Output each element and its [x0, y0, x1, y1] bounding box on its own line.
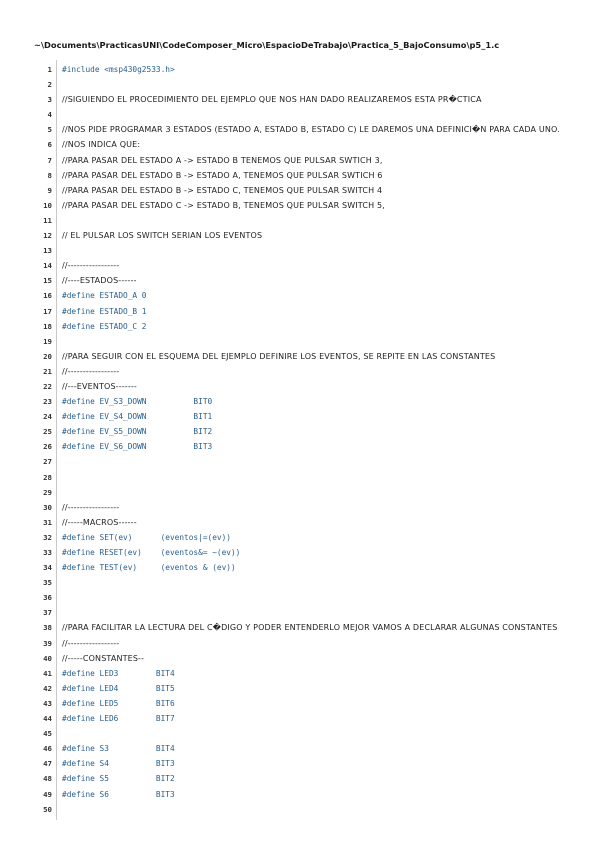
line-number: 23	[43, 397, 52, 407]
code-line	[34, 470, 574, 485]
line-text: #define ESTADO_A 0	[62, 291, 147, 301]
code-line	[34, 439, 574, 454]
code-line	[34, 273, 574, 288]
line-number: 39	[43, 638, 52, 648]
line-text: #define LED6 BIT7	[62, 714, 175, 724]
line-number: 30	[43, 502, 52, 512]
line-number: 14	[43, 261, 52, 271]
line-number: 45	[43, 729, 52, 739]
code-line	[34, 153, 574, 168]
code-line	[34, 349, 574, 364]
line-number: 2	[47, 80, 52, 90]
line-number: 5	[47, 125, 52, 135]
line-number: 6	[47, 140, 52, 150]
code-line	[34, 756, 574, 771]
code-line	[34, 394, 574, 409]
code-line	[34, 77, 574, 92]
line-number: 50	[43, 804, 52, 814]
code-line	[34, 364, 574, 379]
code-line	[34, 605, 574, 620]
code-line	[34, 424, 574, 439]
code-line	[34, 787, 574, 802]
line-number: 44	[43, 714, 52, 724]
line-number: 15	[43, 276, 52, 286]
line-text: //-----CONSTANTES--	[62, 653, 145, 663]
line-number: 10	[43, 200, 52, 210]
code-line	[34, 107, 574, 122]
code-line	[34, 545, 574, 560]
code-line	[34, 560, 574, 575]
line-text: //-----------------	[62, 502, 120, 512]
line-text: #define LED4 BIT5	[62, 683, 175, 693]
line-text: //-----------------	[62, 366, 120, 376]
line-text: #define LED5 BIT6	[62, 698, 175, 708]
code-listing	[34, 62, 574, 817]
line-text: //-----------------	[62, 638, 120, 648]
line-number: 8	[47, 170, 52, 180]
line-text: #define ESTADO_B 1	[62, 306, 147, 316]
code-line	[34, 122, 574, 137]
code-line	[34, 258, 574, 273]
line-number: 36	[43, 593, 52, 603]
line-number: 4	[47, 110, 52, 120]
code-line	[34, 198, 574, 213]
line-text: #define ESTADO_C 2	[62, 321, 147, 331]
line-number: 31	[43, 517, 52, 527]
code-line	[34, 243, 574, 258]
line-text: #include <msp430g2533.h>	[62, 65, 175, 74]
code-line	[34, 319, 574, 334]
line-text: //----ESTADOS------	[62, 276, 137, 286]
line-text: #define S6 BIT3	[62, 789, 175, 799]
line-number: 7	[47, 155, 52, 165]
line-text: #define S3 BIT4	[62, 744, 175, 754]
code-line	[34, 183, 574, 198]
code-line	[34, 620, 574, 635]
code-line	[34, 168, 574, 183]
code-line	[34, 666, 574, 681]
line-text: //-----------------	[62, 261, 120, 271]
line-number: 46	[43, 744, 52, 754]
line-text: //PARA PASAR DEL ESTADO C -> ESTADO B, TENEMOS QUE PULSAR SWITCH 5,	[62, 200, 385, 210]
line-number: 12	[43, 231, 52, 241]
line-number: 42	[43, 683, 52, 693]
line-text: //---EVENTOS-------	[62, 381, 137, 391]
code-line	[34, 771, 574, 786]
line-text: #define LED3 BIT4	[62, 668, 175, 678]
line-number: 3	[47, 95, 52, 105]
code-line	[34, 92, 574, 107]
code-line	[34, 304, 574, 319]
line-text: #define SET(ev) (eventos|=(ev))	[62, 532, 231, 542]
line-text: #define RESET(ev) (eventos&= ~(ev))	[62, 548, 241, 557]
line-number: 18	[43, 321, 52, 331]
line-number: 24	[43, 412, 52, 422]
line-text: #define EV_S6_DOWN BIT3	[62, 442, 213, 452]
file-path-header: ~\Documents\PracticasUNI\CodeComposer_Micro\EspacioDeTrabajo\Practica_5_BajoConsumo\p5_1.c	[34, 40, 500, 50]
line-number: 49	[43, 789, 52, 799]
line-number: 40	[43, 653, 52, 663]
line-text: //SIGUIENDO EL PROCEDIMIENTO DEL EJEMPLO QUE NOS HAN DADO REALIZAREMOS ESTA PR�CTICA	[62, 95, 482, 105]
code-line	[34, 590, 574, 605]
line-text: //PARA PASAR DEL ESTADO B -> ESTADO C, TENEMOS QUE PULSAR SWITCH 4	[62, 185, 383, 195]
line-number: 22	[43, 381, 52, 391]
code-line	[34, 228, 574, 243]
line-number: 27	[43, 457, 52, 467]
code-line	[34, 485, 574, 500]
code-line	[34, 454, 574, 469]
code-line	[34, 726, 574, 741]
line-number: 9	[47, 185, 52, 195]
line-text: //NOS INDICA QUE:	[62, 140, 141, 150]
line-text: #define EV_S5_DOWN BIT2	[62, 427, 213, 437]
line-text: // EL PULSAR LOS SWITCH SERIAN LOS EVENTOS	[62, 231, 263, 241]
code-line	[34, 636, 574, 651]
line-number: 48	[43, 774, 52, 784]
line-number: 11	[43, 215, 52, 225]
line-number: 47	[43, 759, 52, 769]
code-line	[34, 530, 574, 545]
line-number: 41	[43, 668, 52, 678]
line-text: #define S5 BIT2	[62, 774, 175, 784]
code-line	[34, 288, 574, 303]
code-line	[34, 711, 574, 726]
line-number: 37	[43, 608, 52, 618]
code-line	[34, 741, 574, 756]
line-text: //PARA PASAR DEL ESTADO B -> ESTADO A, TENEMOS QUE PULSAR SWTICH 6	[62, 170, 383, 180]
line-number: 26	[43, 442, 52, 452]
line-number: 19	[43, 336, 52, 346]
line-text: //PARA SEGUIR CON EL ESQUEMA DEL EJEMPLO DEFINIRE LOS EVENTOS, SE REPITE EN LAS CONSTANTES	[62, 351, 496, 361]
line-number: 25	[43, 427, 52, 437]
code-line	[34, 515, 574, 530]
line-number: 35	[43, 578, 52, 588]
line-text: #define EV_S4_DOWN BIT1	[62, 412, 213, 422]
line-text: #define TEST(ev) (eventos & (ev))	[62, 563, 236, 573]
code-line	[34, 379, 574, 394]
line-number: 16	[43, 291, 52, 301]
line-number: 33	[43, 548, 52, 557]
line-text: //-----MACROS------	[62, 517, 137, 527]
code-line	[34, 409, 574, 424]
code-line	[34, 681, 574, 696]
code-line	[34, 213, 574, 228]
code-line	[34, 575, 574, 590]
line-number: 20	[43, 351, 52, 361]
line-number: 17	[43, 306, 52, 316]
code-line	[34, 802, 574, 817]
code-line	[34, 651, 574, 666]
line-number: 28	[43, 472, 52, 482]
code-line	[34, 137, 574, 152]
line-text: //PARA FACILITAR LA LECTURA DEL C�DIGO Y PODER ENTENDERLO MEJOR VAMOS A DECLARAR ALGUNAS CONSTANTES	[62, 623, 558, 633]
line-number: 21	[43, 366, 52, 376]
line-text: #define EV_S3_DOWN BIT0	[62, 397, 213, 407]
line-text: //NOS PIDE PROGRAMAR 3 ESTADOS (ESTADO A, ESTADO B, ESTADO C) LE DAREMOS UNA DEFINICI�N PARA CADA UNO.	[62, 125, 560, 135]
line-number: 32	[43, 532, 52, 542]
line-text: #define S4 BIT3	[62, 759, 175, 769]
line-number: 13	[43, 246, 52, 256]
code-line	[34, 62, 574, 77]
line-number: 1	[47, 65, 52, 74]
code-line	[34, 334, 574, 349]
code-line	[34, 696, 574, 711]
code-line	[34, 500, 574, 515]
line-text: //PARA PASAR DEL ESTADO A -> ESTADO B TENEMOS QUE PULSAR SWTICH 3,	[62, 155, 383, 165]
line-number: 43	[43, 698, 52, 708]
line-number: 29	[43, 487, 52, 497]
line-number: 34	[43, 563, 52, 573]
line-number: 38	[43, 623, 52, 633]
